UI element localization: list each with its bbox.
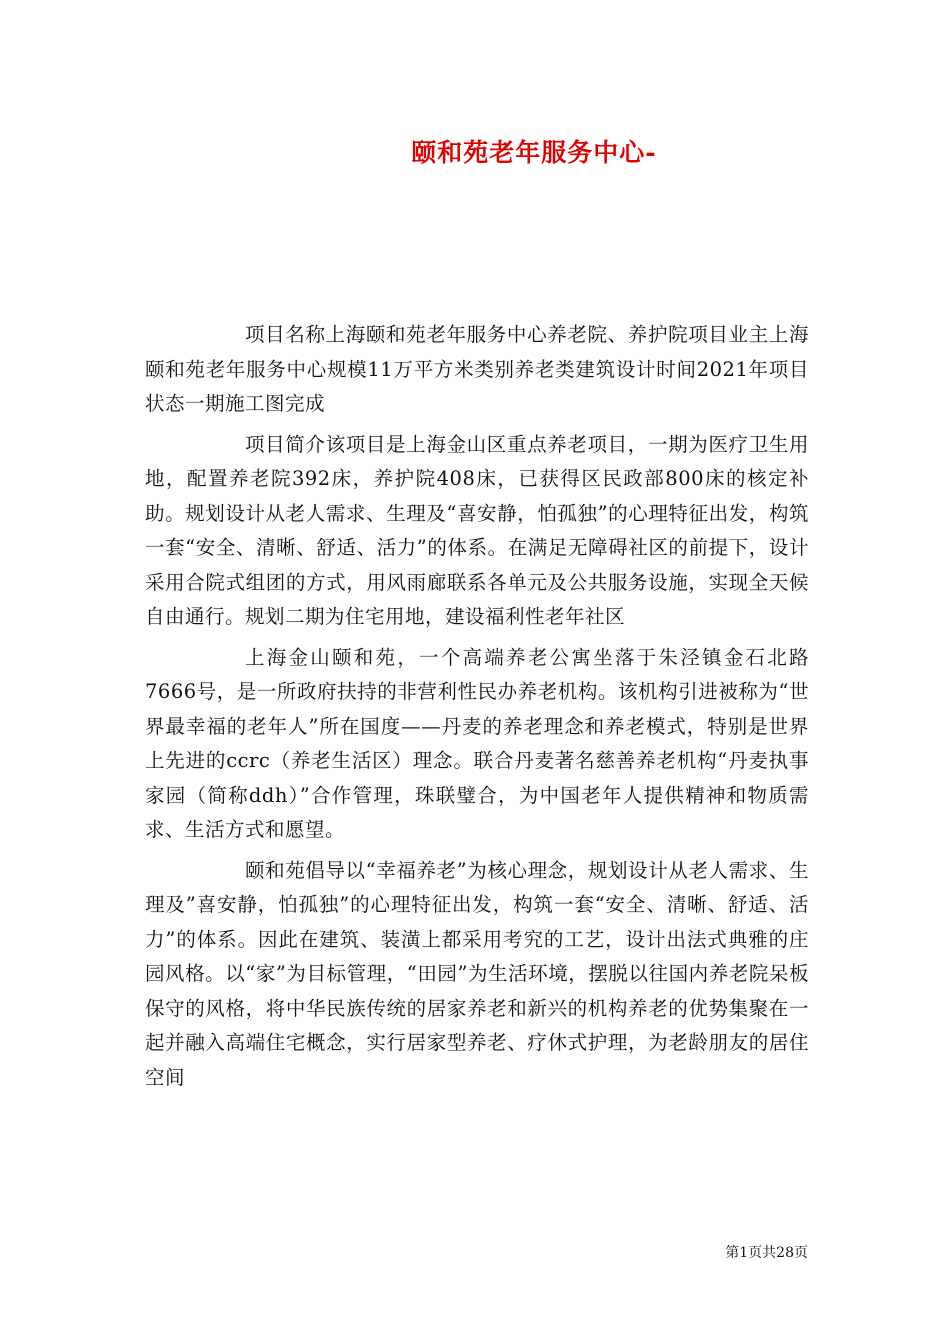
document-body [145, 318, 809, 1095]
paragraph-location: 上海金山颐和苑，一个高端养老公寓坐落于朱泾镇金石北路7666号，是一所政府扶持的非营利性民办养老机构。该机构引进被称为“世界最幸福的老年人”所在国度——丹麦的养老理念和养老模式，特别是世界上先进的ccrc（养老生活区）理念。联合丹麦著名慈善养老机构“丹麦执事家园（简称ddh）”合作管理，珠联璧合，为中国老年人提供精神和物质需求、生活方式和愿望。 [145, 645, 809, 841]
document-title: 颐和苑老年服务中心- [411, 138, 657, 167]
paragraph-philosophy: 颐和苑倡导以“幸福养老”为核心理念，规划设计从老人需求、生理及”喜安静，怕孤独”的心理特征出发，构筑一套“安全、清晰、舒适、活力”的体系。因此在建筑、装潢上都采用考究的工艺，设计出法式典雅的庄园风格。以“家”为目标管理，“田园”为生活环境，摆脱以往国内养老院呆板保守的风格，将中华民族传统的居家养老和新兴的机构养老的优势集聚在一起并融入高端住宅概念，实行居家型养老、疗休式护理，为老龄朋友的居住空间 [145, 858, 809, 1089]
page-number: 第1页共28页 [725, 1245, 808, 1261]
paragraph-project-intro: 项目简介该项目是上海金山区重点养老项目，一期为医疗卫生用地，配置养老院392床，养护院408床，已获得区民政部800床的核定补助。规划设计从老人需求、生理及“喜安静，怕孤独”的心理特征出发，构筑一套“安全、清晰、舒适、活力”的体系。在满足无障碍社区的前提下，设计采用合院式组团的方式，用风雨廊联系各单元及公共服务设施，实现全天候自由通行。规划二期为住宅用地，建设福利性老年社区 [145, 432, 809, 628]
paragraph-project-info: 项目名称上海颐和苑老年服务中心养老院、养护院项目业主上海颐和苑老年服务中心规模11万平方米类别养老类建筑设计时间2021年项目状态一期施工图完成 [145, 323, 809, 415]
